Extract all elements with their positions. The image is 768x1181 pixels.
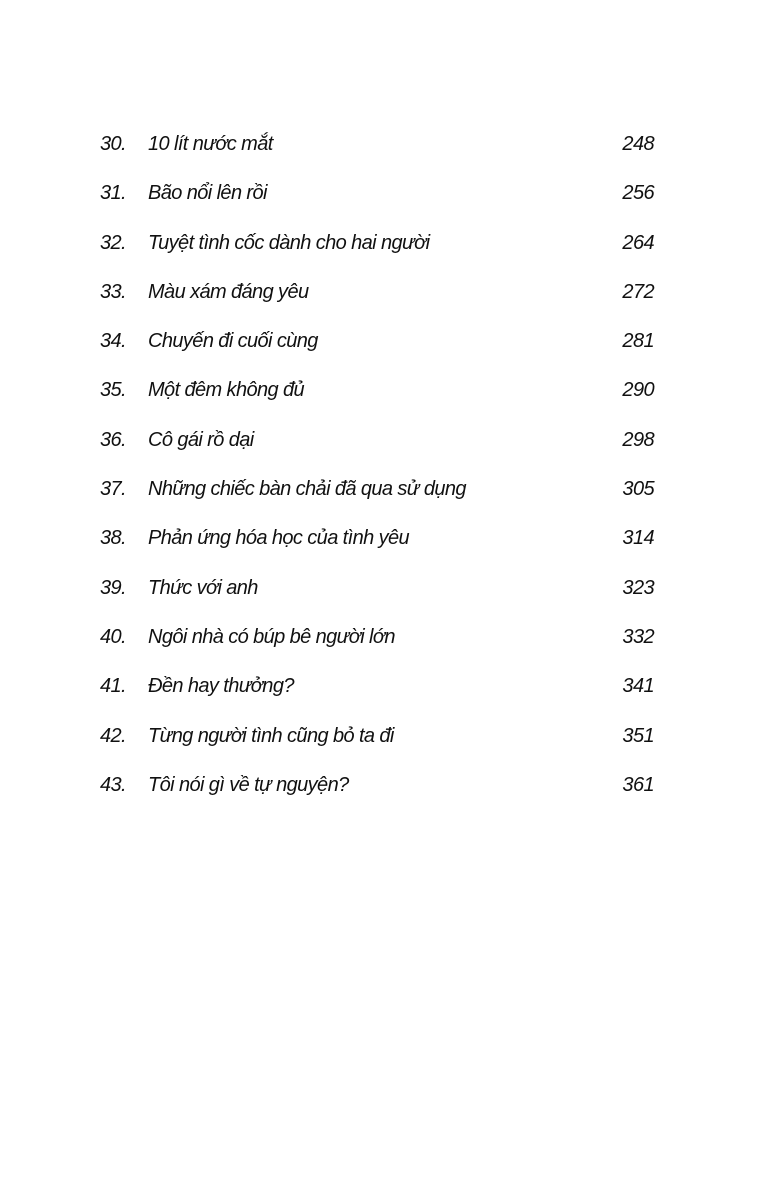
toc-entry <box>0 372 768 421</box>
entry-title: Ngôi nhà có búp bê người lớn <box>148 625 395 648</box>
entry-number: 39. <box>100 576 127 599</box>
entry-title: Tôi nói gì về tự nguyện? <box>148 773 349 796</box>
entry-page: 323 <box>622 576 654 599</box>
toc-entry <box>0 126 768 175</box>
entry-title: Bão nổi lên rồi <box>148 182 267 205</box>
entry-page: 332 <box>622 625 654 648</box>
entry-number: 37. <box>100 478 127 501</box>
entry-title: Cô gái rồ dại <box>148 428 254 451</box>
entry-number: 42. <box>100 724 127 747</box>
entry-title: Tuyệt tình cốc dành cho hai người <box>148 231 430 254</box>
toc-entry <box>0 619 768 668</box>
entry-number: 41. <box>100 675 127 698</box>
entry-number: 40. <box>100 625 127 648</box>
entry-title: Phản ứng hóa học của tình yêu <box>148 527 410 550</box>
entry-title: Thức với anh <box>148 576 258 599</box>
entry-title: 10 lít nước mắt <box>148 133 273 155</box>
toc-entry <box>0 225 768 274</box>
toc-entry <box>0 718 768 767</box>
entry-page: 305 <box>622 478 654 501</box>
toc-entry <box>0 323 768 372</box>
entry-number: 32. <box>100 231 127 254</box>
entry-page: 290 <box>622 379 654 402</box>
toc-entry <box>0 520 768 569</box>
entry-title: Đền hay thưởng? <box>148 675 294 698</box>
toc-entry <box>0 668 768 717</box>
entry-number: 31. <box>100 182 127 205</box>
table-of-contents <box>0 126 768 816</box>
entry-page: 264 <box>622 231 654 254</box>
entry-number: 35. <box>100 379 127 402</box>
entry-page: 341 <box>622 675 654 698</box>
entry-page: 248 <box>622 133 654 155</box>
entry-page: 351 <box>622 724 654 747</box>
toc-entry <box>0 767 768 816</box>
entry-page: 281 <box>622 330 654 353</box>
entry-title: Những chiếc bàn chải đã qua sử dụng <box>148 478 466 501</box>
toc-entry <box>0 570 768 619</box>
entry-number: 36. <box>100 428 127 451</box>
toc-entry <box>0 471 768 520</box>
toc-entry <box>0 175 768 224</box>
entry-number: 30. <box>100 133 127 155</box>
entry-number: 43. <box>100 773 127 796</box>
entry-page: 314 <box>622 527 654 550</box>
entry-page: 272 <box>622 280 654 303</box>
entry-number: 38. <box>100 527 127 550</box>
entry-number: 34. <box>100 330 127 353</box>
toc-entry <box>0 422 768 471</box>
toc-entry <box>0 274 768 323</box>
entry-title: Từng người tình cũng bỏ ta đi <box>148 724 394 747</box>
entry-page: 361 <box>622 773 654 796</box>
entry-title: Chuyến đi cuối cùng <box>148 330 318 353</box>
entry-number: 33. <box>100 280 127 303</box>
entry-page: 256 <box>622 182 654 205</box>
entry-title: Một đêm không đủ <box>148 379 305 402</box>
entry-page: 298 <box>622 428 654 451</box>
entry-title: Màu xám đáng yêu <box>148 280 309 303</box>
